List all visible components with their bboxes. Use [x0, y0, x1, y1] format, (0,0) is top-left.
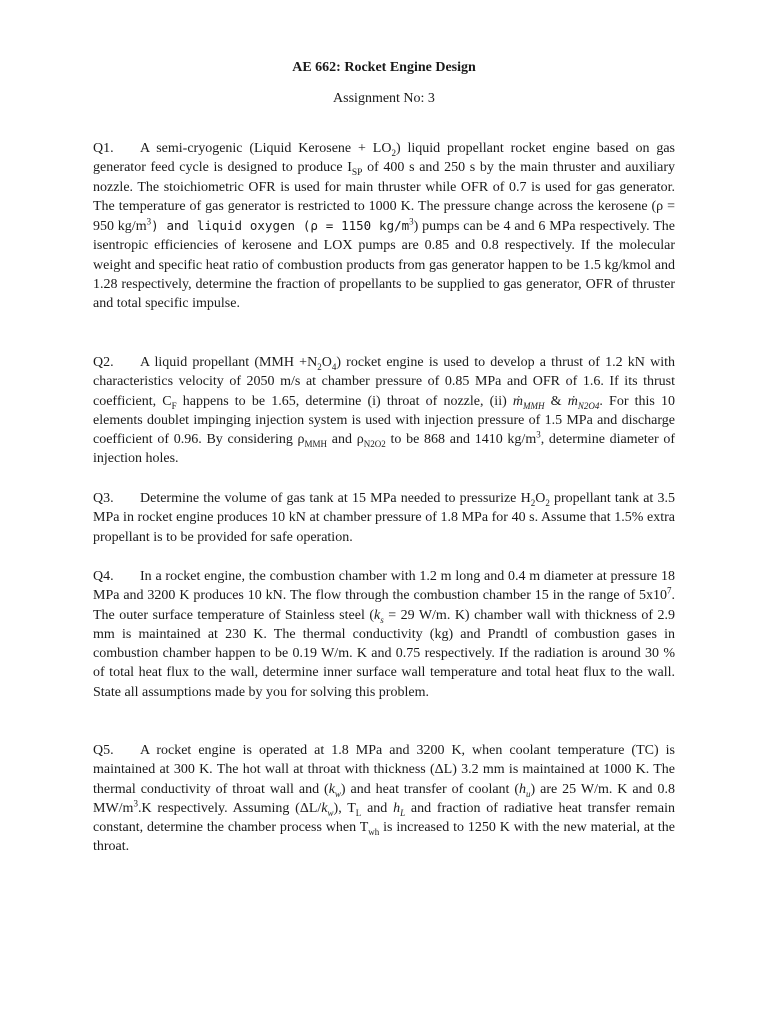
course-title: AE 662: Rocket Engine Design [292, 60, 476, 75]
question-3 [93, 489, 675, 547]
subscript: N2O4 [577, 400, 600, 411]
subscript: 4 [331, 361, 337, 372]
q3-text: Determine the volume of gas tank at 15 MPa needed to pressurize H [140, 491, 531, 506]
subscript: u [526, 788, 531, 799]
question-number: Q5. [93, 743, 114, 758]
mass-flow-symbol: ṁ [567, 393, 578, 409]
q5-text: h [519, 781, 527, 797]
q4-text: k [373, 607, 381, 623]
subscript: 2 [317, 361, 322, 372]
q1-text: ) pumps can be 4 and 6 MPa respectively. The isentropic efficiencies of kerosene and LOX pumps are 0.85 and 0.8 respectively. If the molecular weight and specific heat ratio of combustion products from gas generator happen to be 1.5 kg/kmol and 1.28 respectively, determine the fraction of propellants to be supplied to gas generator, OFR of thruster and total specific impulse. [93, 219, 676, 312]
q1-text: A semi-cryogenic (Liquid Kerosene + LO [140, 141, 392, 156]
q2-text: A liquid propellant (MMH +N [140, 355, 318, 370]
q4-text: In a rocket engine, the combustion chamber with 1.2 m long and 0.4 m diameter at pressure 18 MPa and 3200 K produces 10 kN. The flow through the combustion chamber 15 in the range of 5x10 [93, 569, 675, 604]
subscript: MMH [304, 438, 328, 449]
q2-text: to be 868 and 1410 kg/m [385, 432, 537, 448]
q5-text: ), T [333, 800, 356, 816]
q2-text: and ρ [327, 432, 364, 448]
q1-text: ) and liquid oxygen (ρ = 1150 kg/m [151, 218, 410, 234]
subscript: N2O2 [363, 438, 386, 449]
assignment-number: Assignment No: 3 [333, 91, 435, 106]
q5-text: A rocket engine is operated at 1.8 MPa and 3200 K, when coolant temperature (TC) is maintained at 300 K. The hot wall at throat with thickness (ΔL) 3.2 mm is maintained at 1000 K. The thermal conductivity of throat wall and ( [93, 743, 675, 797]
subscript: w [327, 807, 334, 818]
superscript: 3 [536, 429, 541, 440]
q5-text: ) are 25 W/m. K and 0.8 MW/m [93, 781, 675, 816]
subscript: L [400, 807, 406, 818]
superscript: 3 [146, 216, 152, 227]
q2-text: happens to be 1.65, determine (i) throat of nozzle, (ii) [176, 393, 513, 409]
q5-text: and [361, 800, 394, 816]
subscript: w [334, 788, 341, 799]
subscript: s [380, 614, 384, 625]
subscript: wh [368, 826, 380, 837]
subscript: MMH [523, 400, 545, 411]
subscript: SP [351, 168, 363, 179]
q5-text: ) and heat transfer of coolant ( [340, 781, 520, 797]
q2-text: O [321, 355, 332, 370]
subscript: 2 [530, 497, 536, 508]
superscript: 3 [133, 798, 138, 809]
q5-text: is increased to 1250 K with the new material, at the throat. [93, 820, 675, 855]
subscript: F [171, 400, 177, 411]
q5-text: and fraction of radiative heat transfer remain constant, determine the chamber process when T [93, 800, 675, 836]
q5-text: .K respectively. Assuming (ΔL/ [137, 800, 322, 816]
q2-text: ) rocket engine is used to develop a thrust of 1.2 kN with characteristics velocity of 2050 m/s at chamber pressure of 0.85 MPa and OFR of 1.6. If its thrust coefficient, C [93, 355, 675, 409]
subscript: 2 [545, 497, 550, 508]
question-1 [93, 139, 675, 314]
question-number: Q3. [93, 491, 114, 506]
q1-text: of 400 s and 250 s by the main thruster and auxiliary nozzle. The stoichiometric OFR is used for main thruster while OFR of 0.7 is used for gas generator. The temperature of gas generator is restricted to 1000 K. The pressure change across the kerosene (ρ = 950 kg/m [93, 160, 675, 235]
q2-text: & [544, 393, 568, 409]
question-number: Q4. [93, 569, 114, 584]
q2-text: . For this 10 elements doublet impinging injection system is used with injection pressure of 1.5 MPa and discharge coefficient of 0.96. By considering ρ [93, 393, 676, 448]
question-number: Q1. [93, 141, 114, 156]
superscript: 3 [409, 216, 414, 227]
question-number: Q2. [93, 355, 114, 370]
q2-text: , determine diameter of injection holes. [93, 432, 675, 467]
q4-text: = 29 W/m. K) chamber wall with thickness of 2.9 mm is maintained at 230 K. The thermal conductivity (kg) and Prandtl of combustion gases in combustion chamber happen to be 0.19 W/m. K and 0.75 respectively. If the radiation is around 30 % of total heat flux to the wall, determine inner surface wall temperature and total heat flux to the wall. State all assumptions made by you for solving this problem. [93, 607, 675, 700]
subscript: 2 [391, 147, 396, 158]
subscript: L [355, 807, 362, 818]
question-2 [93, 353, 675, 469]
q4-text: . The outer surface temperature of Stainless steel ( [93, 588, 675, 623]
superscript: 7 [667, 585, 672, 596]
question-4 [93, 567, 675, 702]
q3-text: propellant tank at 3.5 MPa in rocket engine produces 10 kN at chamber pressure of 1.8 MPa for 40 s. Assume that 1.5% extra propellant is to be provided for safe operation. [93, 491, 675, 545]
q5-text: k [328, 781, 335, 797]
q5-text: k [321, 800, 328, 816]
q1-text: ) liquid propellant rocket engine based on gas generator feed cycle is designed to produce I [93, 141, 675, 176]
question-5 [93, 741, 675, 857]
q5-text: h [393, 800, 401, 816]
q3-text: O [535, 491, 546, 506]
mass-flow-symbol: ṁ [512, 393, 524, 409]
